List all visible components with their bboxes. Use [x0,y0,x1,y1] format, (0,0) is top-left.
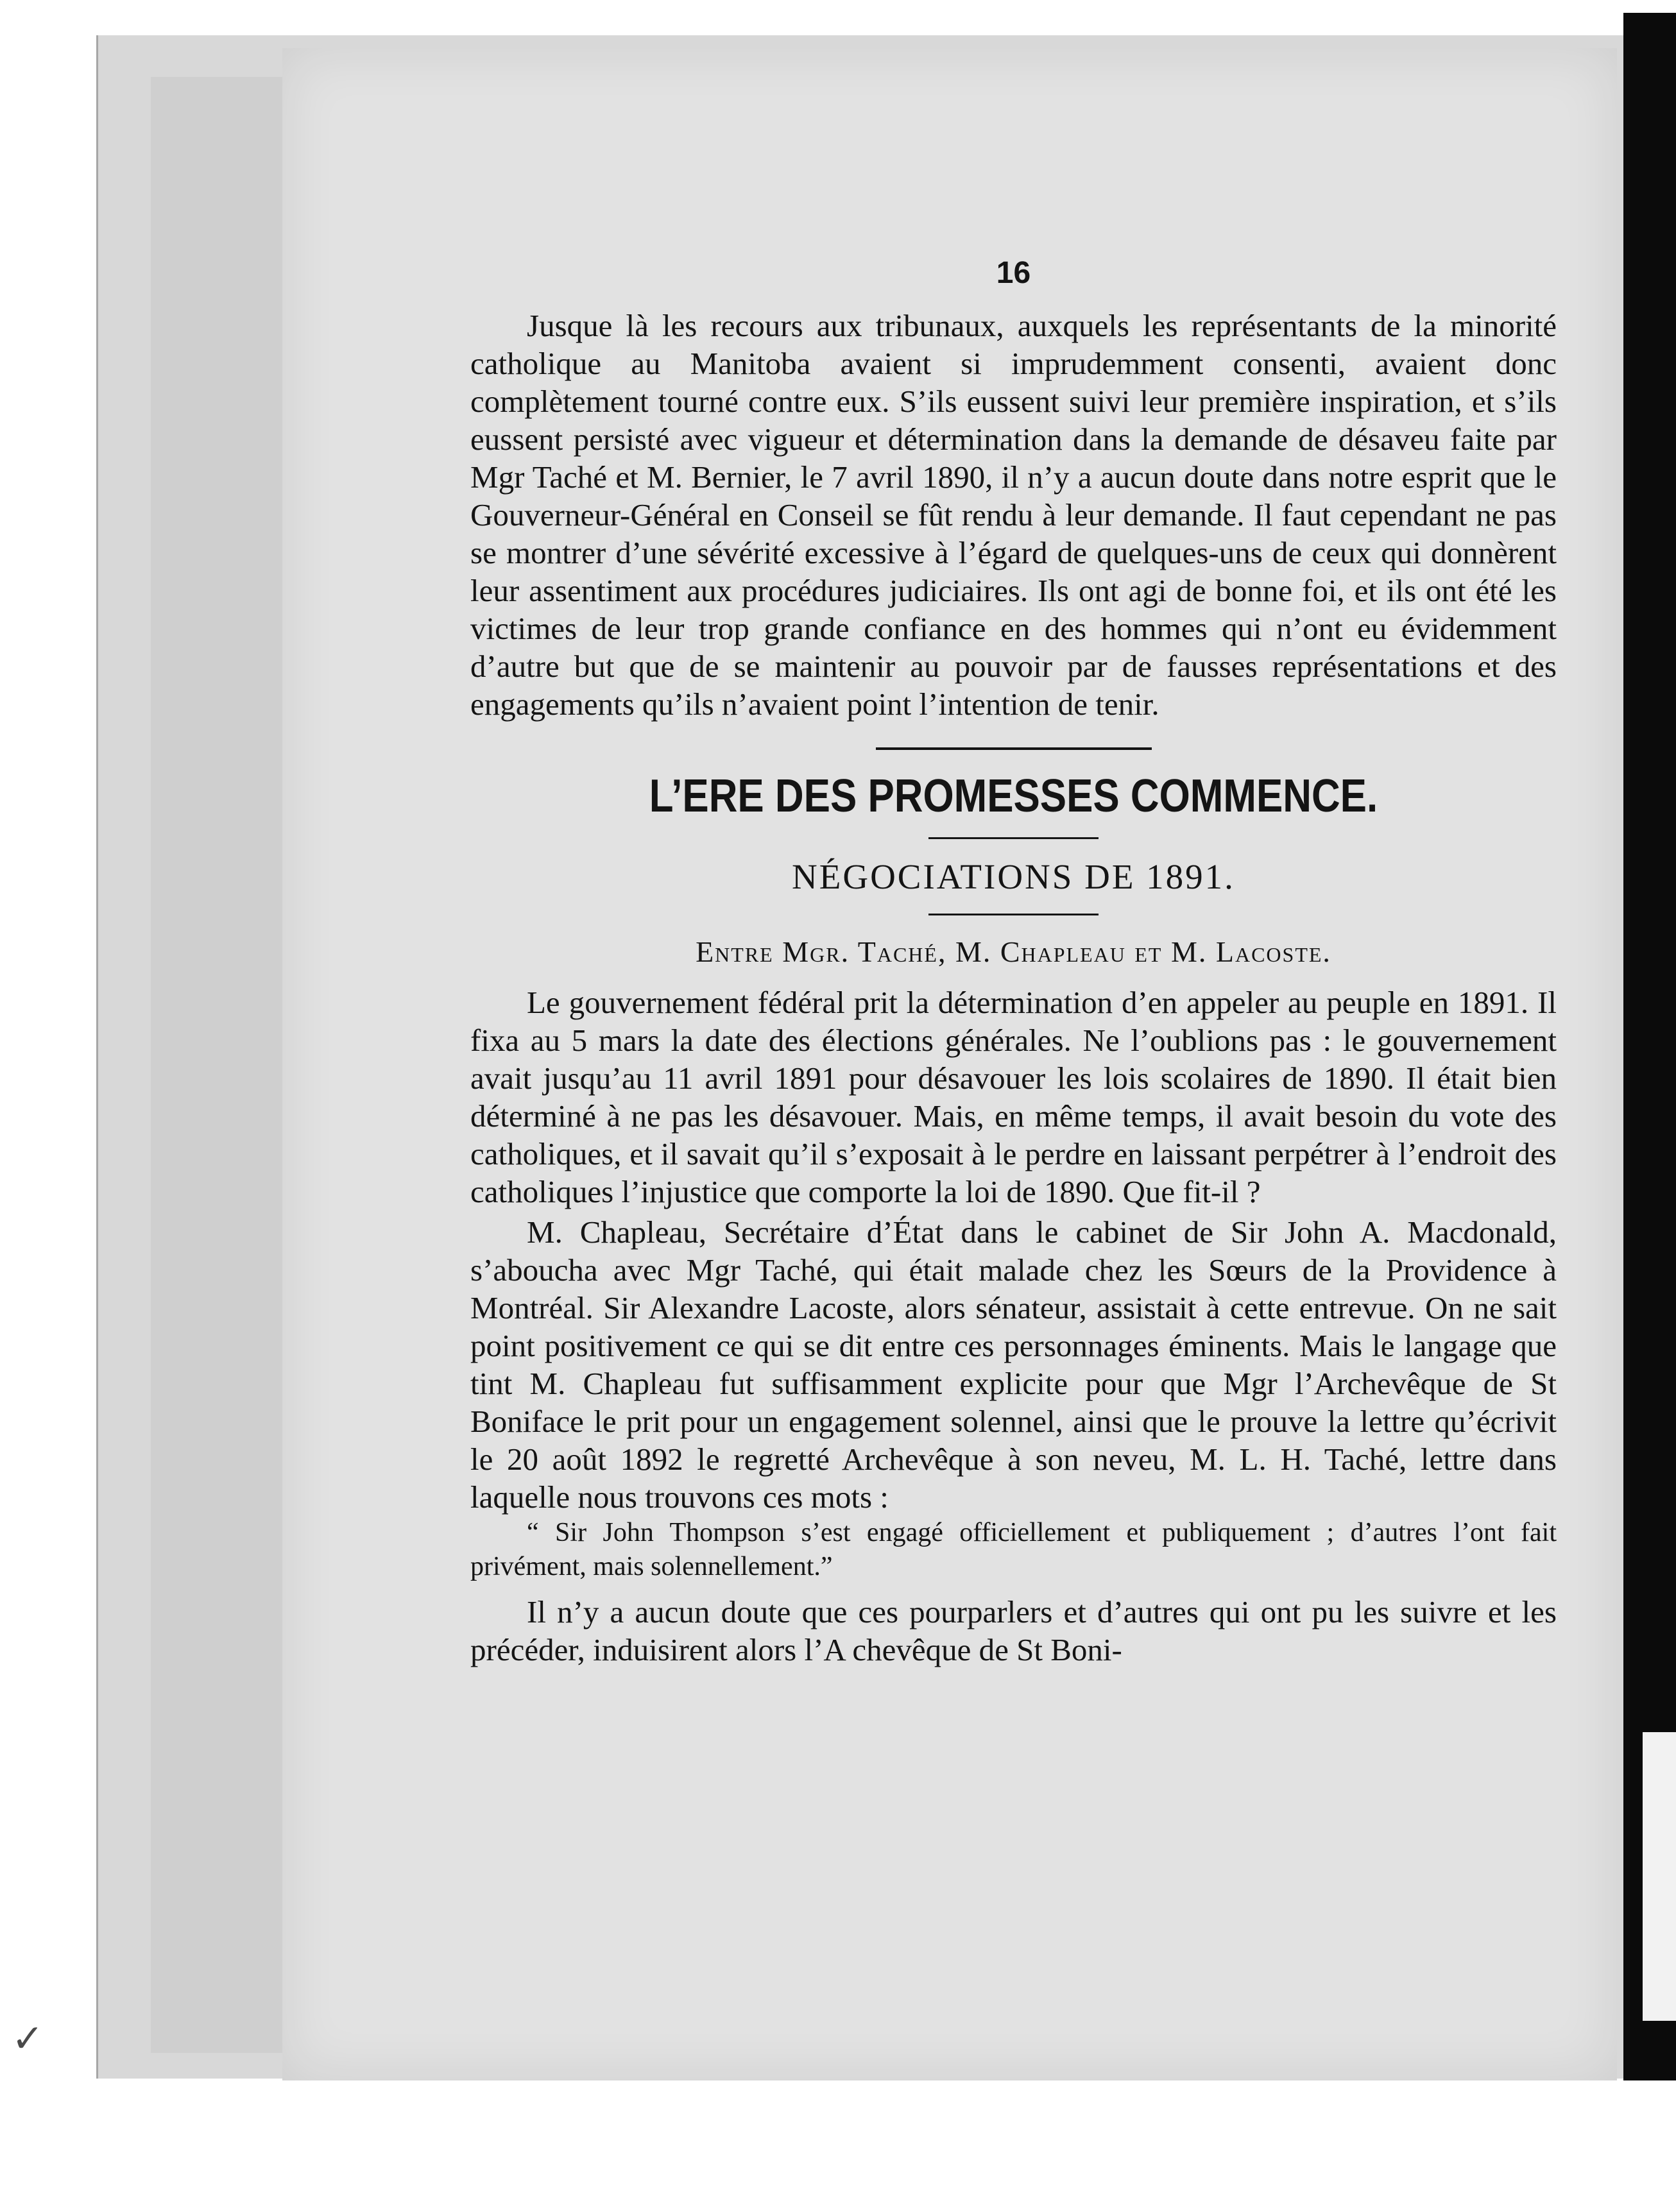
body-paragraph: M. Chapleau, Secrétaire d’État dans le cabinet de Sir John A. Macdonald, s’aboucha avec Mgr Taché, qui était malade chez les Sœurs de la Providence à Montréal. Sir Alexandre Lacoste, alors sénateur, assistait à cette entrevue. On ne sait point positivement ce qui se dit entre ces personnages éminents. Mais le langage que tint M. Chapleau fut suffisamment explicite pour que Mgr l’Archevêque de St Boniface le prit pour un engagement solennel, ainsi que le prouve la lettre qu’écrivit le 20 août 1892 le regretté Archevêque à son neveu, M. L. H. Taché, lettre dans laquelle nous trouvons ces mots : [470,1214,1557,1515]
title-rule [928,837,1099,839]
page-number: 16 [996,256,1031,290]
intro-section [470,307,1557,723]
body-paragraph: Le gouvernement fédéral prit la détermination d’en appeler au peuple en 1891. Il fixa au 5 mars la date des élections générales. Ne l’oublions pas : le gouvernement avait jusqu’au 11 avril 1891 pour désavouer les lois scolaires de 1890. Il était bien déterminé à ne pas les désavouer. Mais, en même temps, il avait besoin du vote des catholiques, et il savait qu’il s’exposait à le perdre en laissant perpétrer à l’endroit des catholiques l’injustice que comporte la loi de 1890. Que fit-il ? [470,985,1557,1209]
page-text-block [470,250,1557,1669]
quoted-letter [470,1516,1557,1584]
section-byline: Entre Mgr. Taché, M. Chapleau et M. Lacoste. [696,935,1331,968]
intro-paragraph: Jusque là les recours aux tribunaux, auxquels les représentants de la minorité catholique au Manitoba avaient si imprudemment consenti, avaient donc complètement tourné contre eux. S’ils eussent suivi leur première inspiration, et s’ils eussent persisté avec vigueur et détermination dans la demande de désaveu faite par Mgr Taché et M. Bernier, le 7 avril 1890, il n’y a aucun doute dans notre esprit que le Gouverneur-Général en Conseil se fût rendu à leur demande. Il faut cependant ne pas se montrer d’une sévérité excessive à l’égard de quelques-uns de ceux qui donnèrent leur assentiment aux procédures judiciaires. Ils ont agi de bonne foi, et ils ont été les victimes de leur trop grande confiance en des hommes qui n’ont eu évidemment d’autre but que de se maintenir au pouvoir par de fausses représentations et des engagements qu’ils n’avaient point l’intention de tenir. [470,308,1557,722]
scan-speck-mark: ✓ [12,2018,44,2060]
bottom-margin [0,2080,1676,2212]
section-title: L’ERE DES PROMESSES COMMENCE. [649,770,1378,822]
subtitle-rule [928,914,1099,915]
adjacent-page-edge [1643,1732,1676,2021]
closing-paragraph: Il n’y a aucun doute que ces pourparlers et d’autres qui ont pu les suivre et les précéder, induisirent alors l’A chevêque de St Boni- [470,1594,1557,1667]
quote-text: “ Sir John Thompson s’est engagé officiellement et publiquement ; d’autres l’ont fait privément, mais solennellement.” [470,1518,1557,1581]
closing-section [470,1593,1557,1669]
section-body [470,983,1557,1516]
section-divider [876,747,1152,750]
section-subtitle: NÉGOCIATIONS DE 1891. [792,857,1235,896]
